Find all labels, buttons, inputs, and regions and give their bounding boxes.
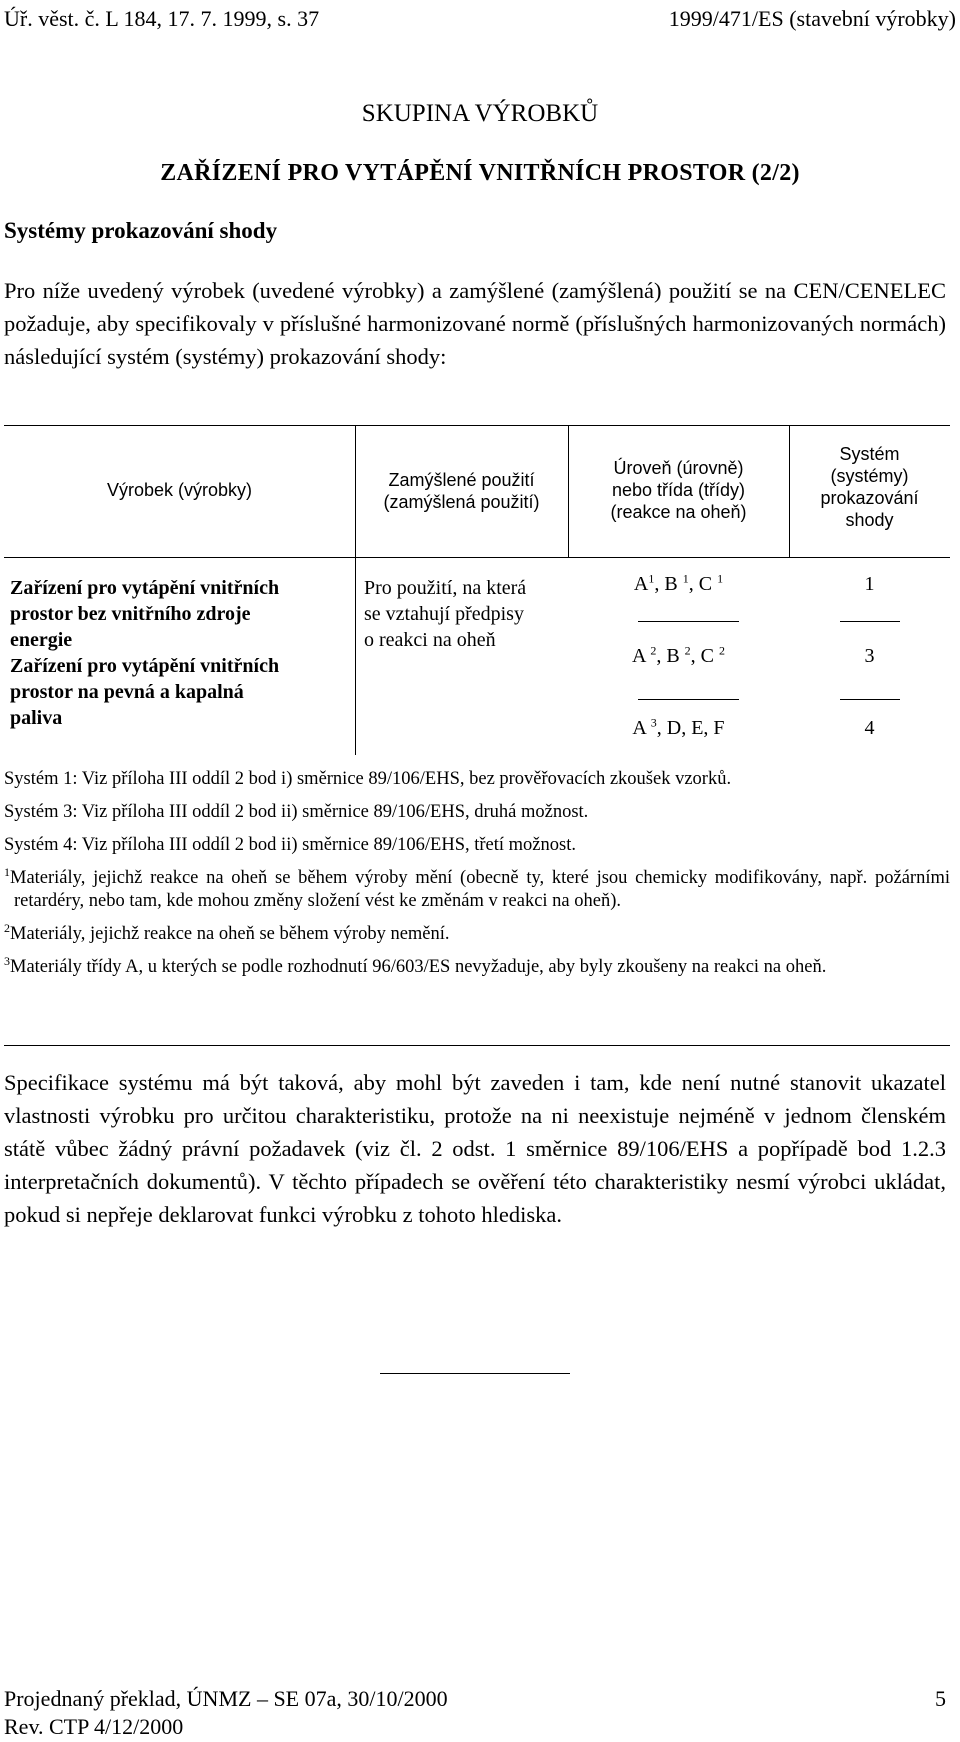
header-use: Zamýšlené použití (zamýšlená použití) [383,470,540,512]
level-row: A $^3$, D, E, F [632,715,725,739]
separator-line [638,699,739,700]
header-level: Úroveň (úrovně) nebo třída (třídy) (reakce na oheň) [610,458,747,522]
page-subtitle: ZAŘÍZENÍ PRO VYTÁPĚNÍ VNITŘNÍCH PROSTOR (2/2) [160,160,800,186]
system-value: 4 [864,717,875,739]
end-rule [380,1373,570,1374]
separator-line [840,699,900,700]
level-row: A $^2$, B $^2$, C $^2$ [631,643,726,667]
group-title: SKUPINA VÝROBKŮ [361,100,599,127]
notes [4,768,950,989]
header-system: Systém (systémy) prokazování shody [820,444,919,530]
intended-use-cell: Pro použití, na která se vztahují předpisy o reakci na oheň [364,577,527,651]
header-product: Výrobek (výrobky) [106,480,253,500]
header-left: Úř. věst. č. L 184, 17. 7. 1999, s. 37 [4,6,320,31]
footer-translation: Projednaný překlad, ÚNMZ – SE 07a, 30/10/2000 [4,1686,448,1711]
specification-paragraph: Specifikace systému má být taková, aby mohl být zaveden i tam, kde není nutné stanovit ukazatel vlastnosti výrobku pro určitou charakteristiku, protože na ni neexistuje nejméně v jednom členském státě vůbec žádný právní požadavek (viz čl. 2 odst. 1 směrnice 89/106/EHS a popřípadě bod 1.2.3 interpretačních dokumentů). V těchto případech se ověření této charakteristiky nesmí výrobci ukládat, pokud si nepřeje deklarovat funkci výrobku z tohoto hlediska. [4,1070,946,1227]
system-value: 3 [864,645,875,667]
system-note: Systém 4: Viz příloha III oddíl 2 bod ii) směrnice 89/106/EHS, třetí možnost. [4,835,576,855]
system-note: Systém 3: Viz příloha III oddíl 2 bod ii) směrnice 89/106/EHS, druhá možnost. [4,802,589,822]
intro-paragraph: Pro níže uvedený výrobek (uvedené výrobky) a zamýšlené (zamýšlená) použití se na CEN/CENELEC požaduje, aby specifikovaly v příslušné harmonizované normě (příslušných harmonizovaných normách) následující systém (systémy) prokazování shody: [4,278,946,369]
footer-revision: Rev. CTP 4/12/2000 [4,1714,184,1739]
table-header-rule [4,557,950,558]
page-number: 5 [935,1686,946,1711]
footnote: $^3$Materiály třídy A, u kterých se podle rozhodnutí 96/603/ES nevyžaduje, aby byly zkoušeny na reakci na oheň. [4,953,827,977]
conformity-table [4,425,950,755]
notes-bottom-rule [4,1045,950,1046]
footnote: $^2$Materiály, jejichž reakce na oheň se během výroby nemění. [4,920,450,944]
system-value: 1 [864,573,875,595]
level-row: $A^1$, B $^1$, C $^1$ [633,571,724,595]
product-cell: Zařízení pro vytápění vnitřních prostor bez vnitřního zdroje energie Zařízení pro vytápění vnitřních prostor na pevná a kapalná paliva [10,577,280,729]
separator-line [638,621,739,622]
header-right: 1999/471/ES (stavební výrobky) [668,6,956,31]
table-top-rule [4,425,950,426]
footnote: $^1$Materiály, jejichž reakce na oheň se během výroby mění (obecně ty, které jsou chemicky modifikovány, např. požárními retardéry, nebo tam, kde mohou změny složení vést ke změnám v reakci na oheň). [4,864,950,911]
separator-line [840,621,900,622]
section-title: Systémy prokazování shody [4,218,278,243]
system-note: Systém 1: Viz příloha III oddíl 2 bod i) směrnice 89/106/EHS, bez prověřovacích zkoušek vzorků. [4,769,732,789]
